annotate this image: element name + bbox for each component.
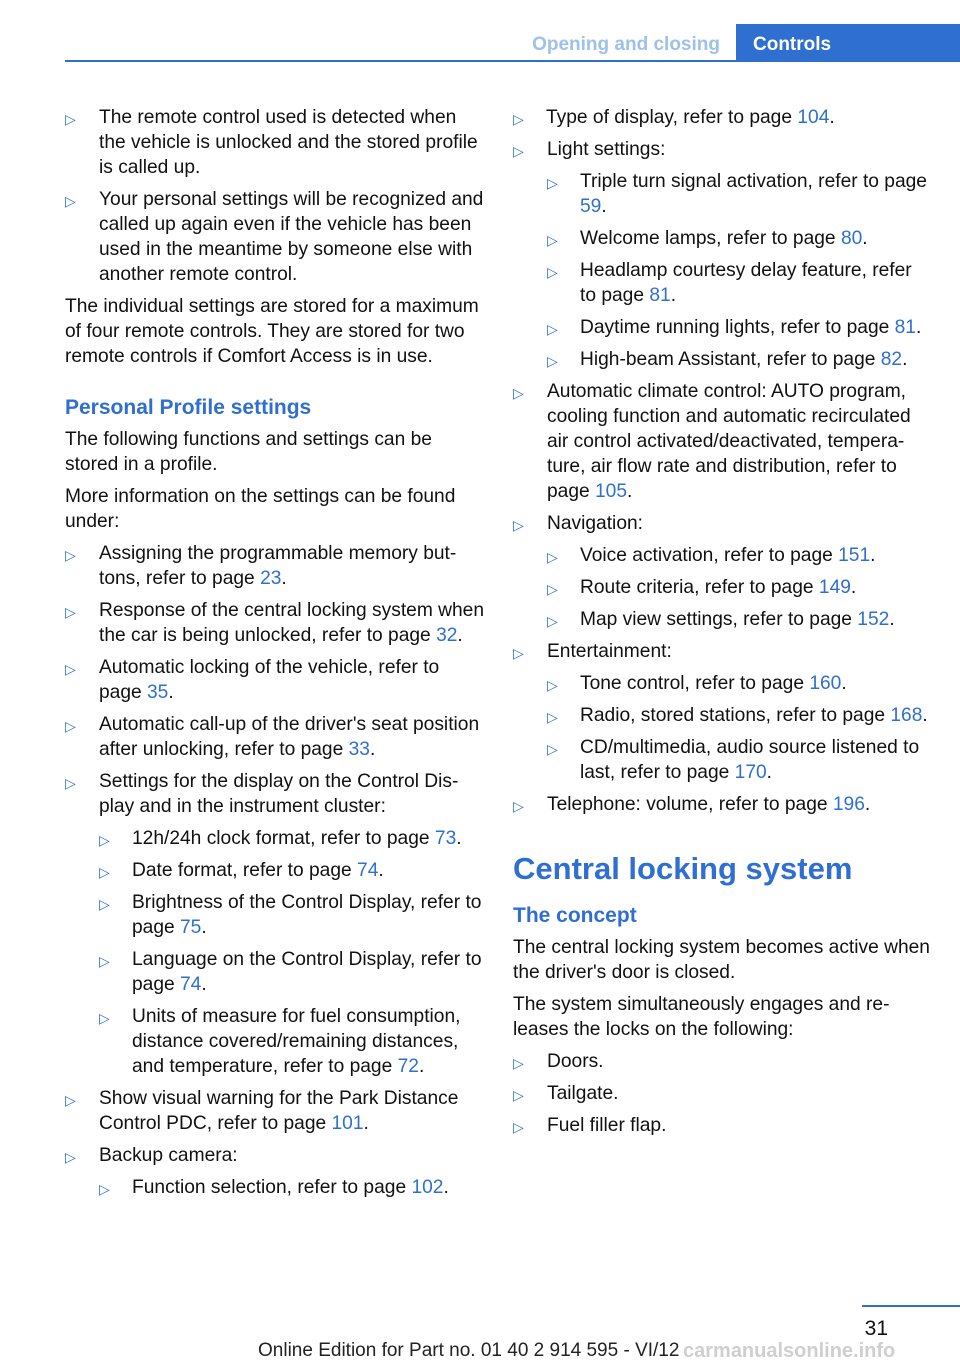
list-item-text: Units of measure for fuel consumption, distance covered/remaining distances, and temperature, refer to page — [132, 1006, 461, 1077]
list-item-text: Voice activation, refer to page — [580, 545, 839, 566]
list-item-end: . — [456, 828, 462, 849]
list-item-text: Assigning the programmable memory buttons, refer to page — [99, 543, 457, 589]
list-item-text: Triple turn signal activation, refer to page — [580, 171, 927, 192]
list-item-end: . — [281, 568, 287, 589]
list-item-text: Route criteria, refer to page — [580, 577, 819, 598]
page-reference-link[interactable]: 74 — [180, 974, 202, 995]
paragraph-functions: The following functions and settings can be stored in a profile. — [65, 429, 432, 475]
paragraph-more-info: More information on the settings can be found under: — [65, 486, 456, 532]
page-reference-link[interactable]: 149 — [818, 577, 851, 598]
page-reference-link[interactable]: 101 — [331, 1113, 364, 1134]
right-column — [513, 105, 933, 1145]
page-reference-link[interactable]: 75 — [180, 917, 202, 938]
list-item-end: . — [201, 974, 207, 995]
list-item-end: . — [201, 917, 207, 938]
list-item — [513, 105, 933, 130]
triangle-right-icon: ▷ — [513, 143, 524, 159]
triangle-right-icon: ▷ — [65, 193, 76, 209]
triangle-right-icon: ▷ — [547, 175, 558, 191]
triangle-right-icon: ▷ — [99, 896, 110, 912]
heading-central-locking: Central locking system — [513, 851, 853, 886]
list-item-end: . — [369, 739, 376, 760]
list-item-text: Date format, refer to page — [132, 860, 358, 881]
list-item-text: Light settings: — [547, 139, 666, 160]
list-item — [547, 543, 933, 568]
triangle-right-icon: ▷ — [99, 832, 110, 848]
sub-list — [99, 826, 485, 1079]
list-item — [547, 169, 933, 219]
triangle-right-icon: ▷ — [547, 581, 558, 597]
header-rule — [65, 60, 960, 62]
list-item-text: Tailgate. — [547, 1083, 619, 1104]
list-item — [513, 511, 933, 632]
list-item — [513, 379, 933, 504]
list-item — [65, 1086, 485, 1136]
triangle-right-icon: ▷ — [513, 1055, 524, 1071]
header-tab-controls[interactable] — [736, 24, 960, 61]
list-item — [513, 105, 933, 130]
triangle-right-icon: ▷ — [99, 953, 110, 969]
list-item — [65, 655, 485, 705]
list-item-end: . — [443, 1177, 449, 1198]
list-item-end: . — [922, 705, 928, 726]
list-item-end: . — [889, 609, 895, 630]
settings-list — [65, 541, 485, 1200]
triangle-right-icon: ▷ — [513, 645, 524, 661]
list-item-end: . — [627, 481, 633, 502]
list-item-text: Your personal settings will be recognized and called up again even if the vehicle has been used in the meantime by someone else with another remote control. — [99, 189, 484, 285]
triangle-right-icon: ▷ — [65, 604, 76, 620]
list-item-text: Welcome lamps, refer to page — [580, 228, 841, 249]
list-item — [99, 947, 485, 997]
page-number: 31 — [864, 1317, 888, 1340]
page-reference-link[interactable]: 104 — [797, 107, 830, 128]
page-reference-link[interactable]: 196 — [832, 794, 865, 815]
triangle-right-icon: ▷ — [547, 353, 558, 369]
list-item-text: Fuel filler flap. — [547, 1115, 667, 1136]
list-item — [547, 607, 933, 632]
page-reference-link[interactable]: 59 — [580, 196, 602, 217]
list-item — [547, 315, 933, 340]
triangle-right-icon: ▷ — [513, 111, 524, 127]
list-item-end: . — [902, 349, 908, 370]
intro-list — [65, 105, 485, 287]
page-reference-link[interactable]: 23 — [260, 568, 282, 589]
list-item-text: Entertainment: — [547, 641, 672, 662]
list-item — [547, 575, 933, 600]
page-reference-link[interactable]: 82 — [880, 349, 903, 370]
sub-list — [547, 671, 933, 785]
list-item-text: 12h/24h clock format, refer to page — [132, 828, 435, 849]
sub-list — [547, 169, 933, 372]
list-item-text: The remote control used is detected when the vehicle is unlocked and the stored profile is called up. — [99, 107, 478, 178]
list-item-end: . — [829, 107, 835, 128]
paragraph-becomes-active: The central locking system becomes active when the driver's door is closed. — [513, 937, 930, 983]
list-item-text: Settings for the display on the Control Display and in the instrument cluster: — [99, 771, 459, 817]
list-item-end: . — [601, 196, 607, 217]
list-item — [99, 1175, 485, 1200]
page-reference-link[interactable]: 73 — [434, 828, 457, 849]
list-item — [547, 735, 933, 785]
list-item-end: . — [378, 860, 384, 881]
list-item — [513, 1081, 933, 1106]
list-item-end: . — [363, 1113, 369, 1134]
triangle-right-icon: ▷ — [65, 775, 76, 791]
list-item — [65, 598, 485, 648]
heading-personal-profile: Personal Profile settings — [65, 396, 312, 419]
triangle-right-icon: ▷ — [513, 798, 524, 814]
paragraph-storage: The individual settings are stored for a maximum of four remote controls. They are stored for two remote controls if Comfort Access is in use. — [65, 296, 479, 367]
page-reference-link[interactable]: 35 — [147, 682, 169, 703]
list-item — [547, 226, 933, 251]
paragraph-engages-locks: The system simultaneously engages and releases the locks on the following: — [513, 994, 890, 1040]
list-item-end: . — [766, 762, 773, 783]
list-item — [513, 792, 933, 817]
lock-list — [513, 1049, 933, 1138]
triangle-right-icon: ▷ — [547, 321, 558, 337]
list-item-end: . — [870, 545, 876, 566]
list-item — [513, 639, 933, 785]
heading-the-concept: The concept — [513, 904, 637, 927]
list-item-text: Response of the central locking system when the car is being unlocked, refer to page — [99, 600, 485, 646]
list-item — [513, 1113, 933, 1138]
triangle-right-icon: ▷ — [513, 517, 524, 533]
edition-note: Online Edition for Part no. 01 40 2 914 595 - VI/12 — [258, 1340, 680, 1361]
page-reference-link[interactable]: 160 — [809, 673, 842, 694]
page-reference-link[interactable]: 105 — [595, 481, 628, 502]
list-item — [99, 826, 485, 851]
triangle-right-icon: ▷ — [547, 709, 558, 725]
page-reference-link[interactable]: 72 — [397, 1056, 419, 1077]
list-item-text: Automatic locking of the vehicle, refer to page — [99, 657, 440, 703]
page-reference-link[interactable]: 168 — [890, 705, 923, 726]
settings-list-continued — [513, 105, 933, 817]
triangle-right-icon: ▷ — [547, 264, 558, 280]
triangle-right-icon: ▷ — [65, 111, 76, 127]
list-item-text: Language on the Control Display, refer to page — [132, 949, 482, 995]
list-item-text: Backup camera: — [99, 1145, 238, 1166]
triangle-right-icon: ▷ — [65, 1092, 76, 1108]
list-item-end: . — [168, 682, 174, 703]
list-item-end: . — [418, 1056, 425, 1077]
triangle-right-icon: ▷ — [65, 718, 76, 734]
list-item-end: . — [670, 285, 677, 306]
triangle-right-icon: ▷ — [99, 1010, 110, 1026]
list-item-text: Show visual warning for the Park Distance Control PDC, refer to page — [99, 1088, 459, 1134]
triangle-right-icon: ▷ — [99, 864, 110, 880]
list-item-text: Function selection, refer to page — [132, 1177, 412, 1198]
list-item-text: Telephone: volume, refer to page — [547, 794, 833, 815]
list-item-end: . — [841, 673, 847, 694]
list-item-end: . — [915, 317, 922, 338]
list-item — [547, 347, 933, 372]
list-item — [99, 858, 485, 883]
page-reference-link[interactable]: 81 — [894, 317, 916, 338]
list-item — [99, 890, 485, 940]
page-reference-link[interactable]: 102 — [411, 1177, 444, 1198]
list-item-text: Map view settings, refer to page — [580, 609, 858, 630]
triangle-right-icon: ▷ — [547, 232, 558, 248]
page-reference-link[interactable]: 152 — [857, 609, 890, 630]
list-item — [65, 712, 485, 762]
triangle-right-icon: ▷ — [65, 547, 76, 563]
page-reference-link[interactable]: 151 — [838, 545, 871, 566]
list-item — [513, 1049, 933, 1074]
list-item-text: Automatic climate control: AUTO program, cooling function and automatic recirculated air control activated/deactivated, temperature, air flow rate and distribution, refer to page — [547, 381, 911, 502]
list-item-text: Tone control, refer to page — [580, 673, 810, 694]
page-reference-link[interactable]: 170 — [734, 762, 767, 783]
list-item-end: . — [850, 577, 857, 598]
watermark: carmanualsonline.info — [683, 1340, 896, 1362]
list-item-end: . — [862, 228, 868, 249]
list-item-text: High-beam Assistant, refer to page — [580, 349, 881, 370]
page-reference-link[interactable]: 81 — [649, 285, 671, 306]
page-reference-link[interactable]: 33 — [348, 739, 370, 760]
triangle-right-icon: ▷ — [99, 1181, 110, 1197]
list-item-end: . — [864, 794, 871, 815]
header-section-link[interactable]: Opening and closing — [532, 34, 720, 55]
left-column — [65, 105, 485, 1207]
triangle-right-icon: ▷ — [547, 613, 558, 629]
sub-list — [99, 1175, 485, 1200]
triangle-right-icon: ▷ — [513, 1087, 524, 1103]
list-item-text: Type of display, refer to page — [546, 107, 798, 128]
list-item — [65, 769, 485, 1079]
list-item — [99, 1004, 485, 1079]
triangle-right-icon: ▷ — [547, 549, 558, 565]
list-item — [513, 137, 933, 372]
list-item — [547, 671, 933, 696]
list-item-text: Headlamp courtesy delay feature, refer to page — [580, 260, 912, 306]
list-item — [547, 703, 933, 728]
list-item — [547, 258, 933, 308]
page-reference-link[interactable]: 74 — [357, 860, 379, 881]
list-item-end: . — [457, 625, 463, 646]
list-item-text: Brightness of the Control Display, refer to page — [132, 892, 482, 938]
list-item-text: Radio, stored stations, refer to page — [580, 705, 891, 726]
triangle-right-icon: ▷ — [513, 385, 524, 401]
list-item — [65, 105, 485, 180]
header-tab-label: Controls — [753, 34, 832, 55]
footer-rule — [862, 1305, 960, 1307]
triangle-right-icon: ▷ — [513, 1119, 524, 1135]
triangle-right-icon: ▷ — [65, 661, 76, 677]
page-reference-link[interactable]: 80 — [840, 228, 863, 249]
list-item — [65, 187, 485, 287]
triangle-right-icon: ▷ — [547, 677, 558, 693]
list-item-text: Navigation: — [547, 513, 643, 534]
list-item-text: Automatic call-up of the driver's seat position after unlocking, refer to page — [99, 714, 480, 760]
list-item — [65, 1143, 485, 1200]
list-item-text: Daytime running lights, refer to page — [580, 317, 895, 338]
triangle-right-icon: ▷ — [547, 741, 558, 757]
list-item — [65, 541, 485, 591]
triangle-right-icon: ▷ — [65, 1149, 76, 1165]
sub-list — [547, 543, 933, 632]
list-item-text: Doors. — [547, 1051, 604, 1072]
list-item-text: CD/multimedia, audio source listened to last, refer to page — [580, 737, 920, 783]
sub-list — [513, 105, 933, 130]
page-reference-link[interactable]: 32 — [436, 625, 458, 646]
